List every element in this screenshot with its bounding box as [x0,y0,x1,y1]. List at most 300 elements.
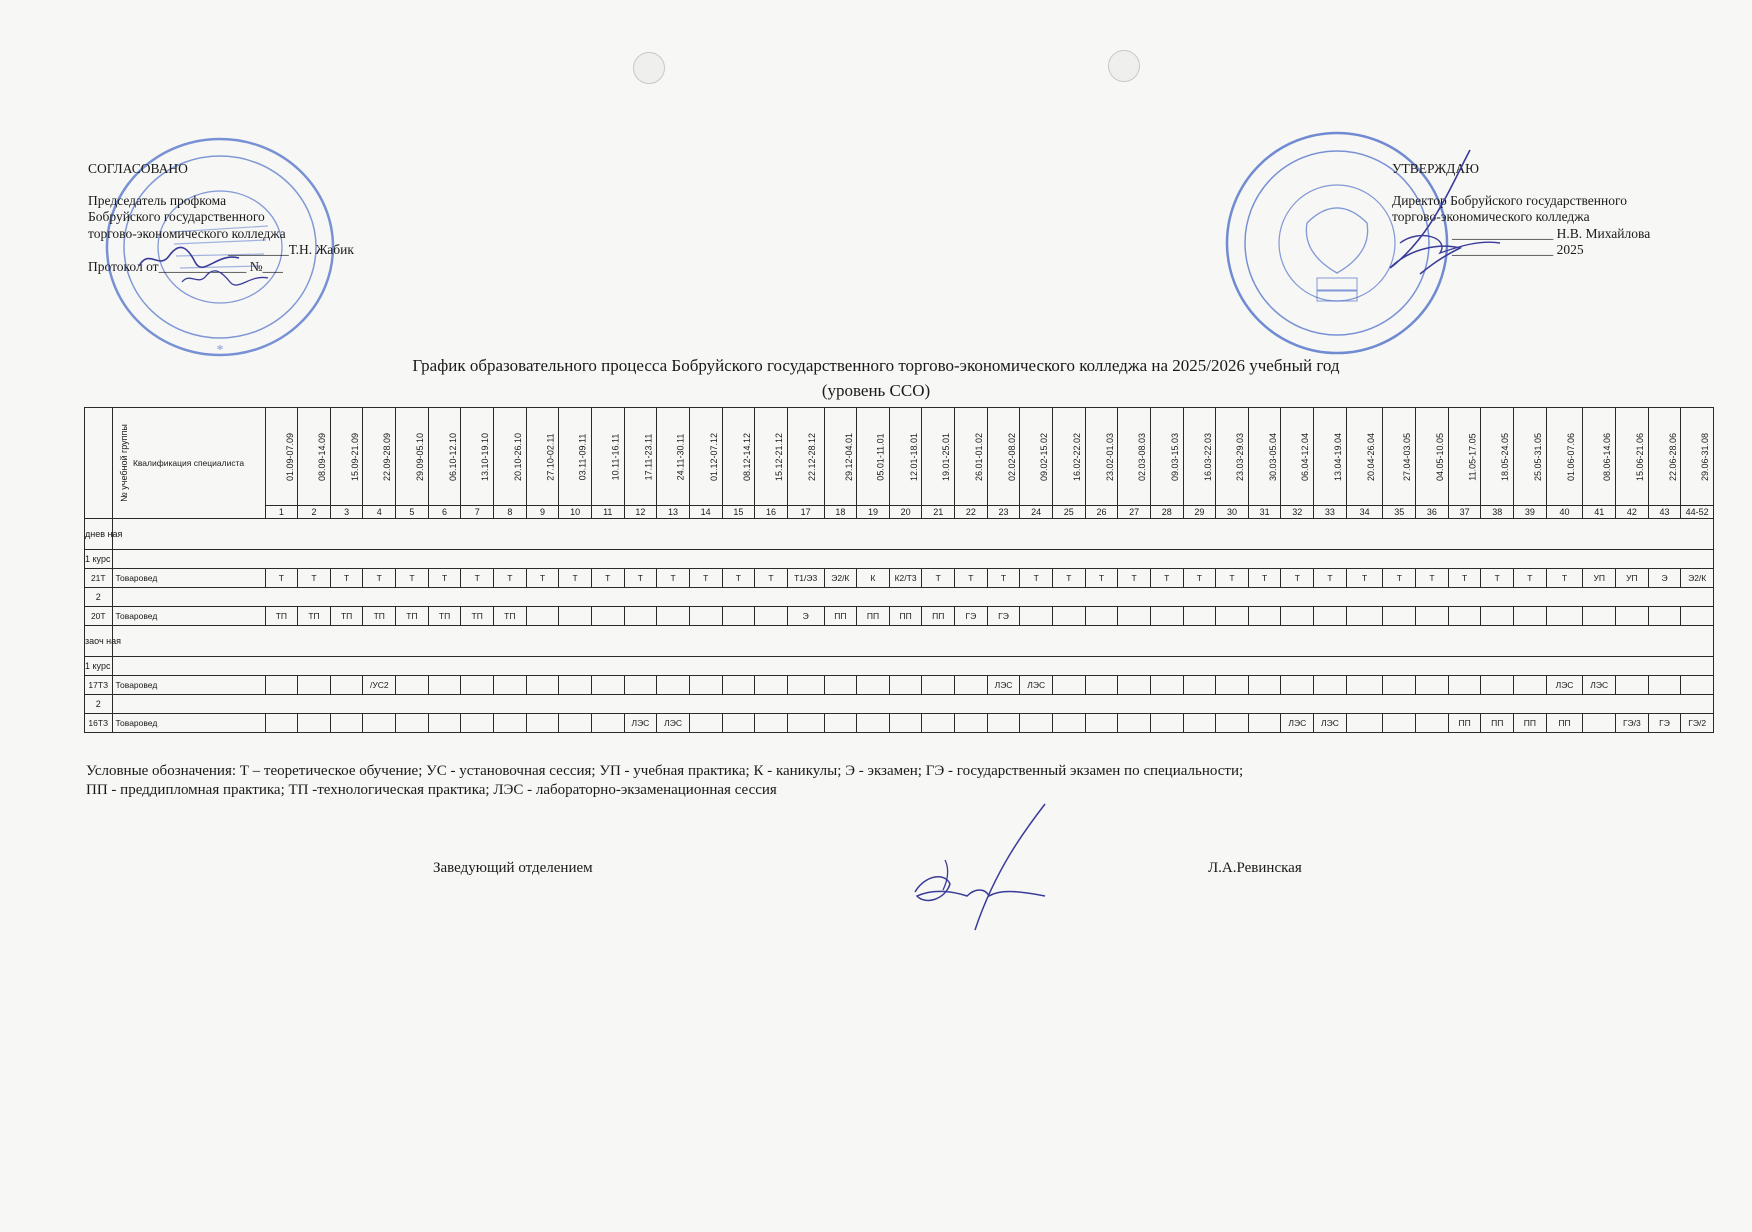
table-row [85,607,1714,626]
week-header [396,408,429,506]
qualification-cell: Товаровед [112,569,265,588]
schedule-cell: ТП [494,607,527,626]
schedule-cell [1448,676,1481,695]
week-number: 21 [922,506,955,519]
week-number: 23 [987,506,1020,519]
week-number: 11 [591,506,624,519]
week-label: 15.09-21.09 [349,432,360,481]
schedule-cell [624,676,657,695]
week-label: 17.11-23.11 [642,433,653,480]
table-row [85,714,1714,733]
schedule-cell [1248,607,1281,626]
schedule-cell: ПП [1481,714,1514,733]
schedule-cell [1416,607,1449,626]
week-label: 19.01-25.01 [941,432,952,481]
schedule-cell [1020,714,1053,733]
schedule-cell: Э [787,607,824,626]
week-header [1448,408,1481,506]
week-label: 01.09-07.09 [284,432,295,481]
week-label: 22.09-28.09 [382,432,393,481]
week-label: 20.10-26.10 [513,432,524,481]
group-cell: 20Т [85,607,113,626]
week-number: 15 [722,506,755,519]
schedule-cell [755,714,788,733]
schedule-cell: /УС2 [363,676,396,695]
schedule-cell [889,714,922,733]
week-label: 08.06-14.06 [1602,432,1613,481]
schedule-cell [559,676,592,695]
schedule-cell: Т [722,569,755,588]
schedule-cell: Т [1183,569,1216,588]
week-header [624,408,657,506]
schedule-cell [1248,676,1281,695]
section-label: 1 курс [85,550,113,569]
schedule-cell [1118,714,1151,733]
schedule-cell [755,607,788,626]
week-number: 42 [1616,506,1649,519]
week-header [330,408,363,506]
schedule-cell [1150,676,1183,695]
week-header [722,408,755,506]
schedule-cell [722,676,755,695]
schedule-cell: ТП [396,607,429,626]
schedule-cell [1216,714,1249,733]
schedule-cell [1648,607,1681,626]
schedule-cell [1681,607,1714,626]
schedule-cell: Т [330,569,363,588]
schedule-cell [755,676,788,695]
section-row [85,550,1714,569]
week-header [494,408,527,506]
schedule-cell: ПП [1514,714,1547,733]
schedule-cell [526,714,559,733]
table-row [85,676,1714,695]
week-number: 8 [494,506,527,519]
schedule-cell [1681,676,1714,695]
schedule-cell [955,676,988,695]
week-label: 23.02-01.03 [1104,432,1115,481]
week-number: 16 [755,506,788,519]
week-label: 09.03-15.03 [1169,432,1180,481]
schedule-cell [298,676,331,695]
schedule-cell [1118,607,1151,626]
week-label: 06.04-12.04 [1300,432,1311,481]
week-label: 27.04-03.05 [1402,432,1413,481]
week-number: 3 [330,506,363,519]
schedule-cell [922,676,955,695]
section-label: днев ная [85,519,113,550]
schedule-cell [624,607,657,626]
week-label: 15.12-21.12 [774,432,785,481]
week-header [689,408,722,506]
section-spacer [112,588,1713,607]
punch-hole-right [1108,50,1140,82]
schedule-cell [1583,607,1616,626]
schedule-cell: Т [1118,569,1151,588]
week-number: 2 [298,506,331,519]
schedule-cell [559,714,592,733]
week-number: 25 [1052,506,1085,519]
week-number: 43 [1648,506,1681,519]
schedule-cell [591,714,624,733]
week-label: 20.04-26.04 [1365,432,1376,481]
schedule-cell [461,676,494,695]
schedule-cell [922,714,955,733]
schedule-cell [428,714,461,733]
schedule-cell: Т [689,569,722,588]
section-label: заоч ная [85,626,113,657]
section-row [85,626,1714,657]
week-header [987,408,1020,506]
week-label: 18.05-24.05 [1500,432,1511,481]
schedule-cell [1416,714,1449,733]
week-label: 03.11-09.11 [577,433,588,480]
schedule-cell: ЛЭС [987,676,1020,695]
legend [86,762,1243,800]
schedule-cell [1648,676,1681,695]
schedule-cell [824,676,857,695]
schedule-cell [1481,607,1514,626]
schedule-cell [1616,676,1649,695]
week-number: 31 [1248,506,1281,519]
schedule-cell: Т [1052,569,1085,588]
schedule-cell [722,714,755,733]
schedule-cell: Т [428,569,461,588]
week-header [559,408,592,506]
week-number: 27 [1118,506,1151,519]
week-label: 30.03-05.04 [1267,432,1278,481]
section-spacer [112,695,1713,714]
week-number: 26 [1085,506,1118,519]
schedule-cell: Т1/Э3 [787,569,824,588]
week-number: 20 [889,506,922,519]
schedule-cell [330,714,363,733]
week-header [1183,408,1216,506]
schedule-cell: Э [1648,569,1681,588]
schedule-cell: Т [461,569,494,588]
section-row [85,695,1714,714]
qualification-cell: Товаровед [112,676,265,695]
week-header [1616,408,1649,506]
approval-left-line: Председатель профкома [88,192,227,208]
schedule-cell [1314,607,1347,626]
schedule-cell: УП [1583,569,1616,588]
week-number: 13 [657,506,690,519]
week-header [298,408,331,506]
schedule-cell [559,607,592,626]
schedule-cell [265,676,298,695]
col-qual-label: Квалификация специалиста [132,458,245,468]
week-header [857,408,890,506]
week-number: 29 [1183,506,1216,519]
week-header [265,408,298,506]
section-label: 1 курс [85,657,113,676]
schedule-cell [526,607,559,626]
schedule-cell: ТП [265,607,298,626]
schedule-cell: Т [1281,569,1314,588]
schedule-cell: Т [1346,569,1383,588]
approval-left-line: Бобруйского государственного [88,209,265,224]
schedule-cell: ЛЭС [624,714,657,733]
approval-right-year: 2025 [1556,242,1584,257]
legend-line: Условные обозначения: Т – теоретическое обучение; УС - установочная сессия; УП - учебная практика; К - каникулы; Э - экзамен; ГЭ - государственный экзамен по специальности; [86,763,1244,779]
schedule-cell [1346,607,1383,626]
week-label: 16.02-22.02 [1072,432,1083,481]
week-header [428,408,461,506]
week-number: 12 [624,506,657,519]
schedule-cell [330,676,363,695]
schedule-cell [1281,676,1314,695]
schedule-cell [1020,607,1053,626]
page-title: График образовательного процесса Бобруйского государственного торгово-экономического колледжа на 2025/2026 учебный год [412,356,1340,375]
schedule-cell [298,714,331,733]
schedule-cell [1150,607,1183,626]
week-label: 24.11-30.11 [675,433,686,480]
week-label: 01.12-07.12 [708,432,719,481]
schedule-cell: Т [591,569,624,588]
week-number: 22 [955,506,988,519]
schedule-cell: ПП [1546,714,1583,733]
approval-left-line: торгово-экономического колледжа [88,225,286,241]
week-number: 10 [559,506,592,519]
week-header [1281,408,1314,506]
week-number: 24 [1020,506,1053,519]
schedule-cell: Т [1383,569,1416,588]
week-number: 1 [265,506,298,519]
schedule-cell: Т [265,569,298,588]
schedule-cell: ПП [824,607,857,626]
header-row [85,408,1714,506]
approval-left-heading: СОГЛАСОВАНО [88,161,188,176]
schedule-cell [657,676,690,695]
schedule-cell: УП [1616,569,1649,588]
week-header [1314,408,1347,506]
schedule-cell: ЛЭС [1281,714,1314,733]
week-number: 7 [461,506,494,519]
week-header [1583,408,1616,506]
schedule-cell [396,714,429,733]
schedule-cell: ПП [922,607,955,626]
section-spacer [112,550,1713,569]
schedule-cell [722,607,755,626]
week-number: 36 [1416,506,1449,519]
schedule-cell: ПП [889,607,922,626]
week-label: 15.06-21.06 [1635,432,1646,481]
schedule-cell [1346,676,1383,695]
schedule-cell [1183,607,1216,626]
schedule-cell: ЛЭС [657,714,690,733]
schedule-cell [1383,607,1416,626]
week-header [1481,408,1514,506]
schedule-cell: Т [1150,569,1183,588]
schedule-cell [689,607,722,626]
week-header [1514,408,1547,506]
week-header [1648,408,1681,506]
schedule-cell: ГЭ/3 [1616,714,1649,733]
section-spacer [112,626,1713,657]
week-number: 32 [1281,506,1314,519]
week-number: 40 [1546,506,1583,519]
week-header [461,408,494,506]
schedule-cell [1448,607,1481,626]
approval-left-protocol: Протокол от [88,258,159,274]
schedule-cell [1248,714,1281,733]
schedule-table [84,407,1714,733]
footer-position: Заведующий отделением [433,860,593,876]
col-group-header [85,408,129,519]
schedule-cell [689,676,722,695]
schedule-cell: Т [755,569,788,588]
section-row [85,588,1714,607]
week-number: 9 [526,506,559,519]
week-header [755,408,788,506]
schedule-cell: ГЭ [987,607,1020,626]
week-header [526,408,559,506]
schedule-cell [1216,676,1249,695]
col-group-label: № учебной группы [118,424,129,502]
schedule-cell [1616,607,1649,626]
schedule-cell [955,714,988,733]
approval-right-signatory: Н.В. Михайлова [1556,225,1651,241]
schedule-cell: Т [396,569,429,588]
schedule-cell [1150,714,1183,733]
schedule-cell [494,676,527,695]
week-header [1383,408,1416,506]
schedule-cell [987,714,1020,733]
week-label: 08.09-14.09 [317,432,328,481]
week-label: 16.03-22.03 [1202,432,1213,481]
week-number: 30 [1216,506,1249,519]
week-number: 4 [363,506,396,519]
schedule-cell [1085,714,1118,733]
week-header [922,408,955,506]
schedule-cell: Т [1546,569,1583,588]
week-header [1216,408,1249,506]
week-label: 02.03-08.03 [1137,432,1148,481]
schedule-cell [1546,607,1583,626]
schedule-cell: ГЭ [955,607,988,626]
schedule-cell: ПП [1448,714,1481,733]
punch-hole-left [633,52,665,84]
schedule-cell [461,714,494,733]
schedule-cell: Т [1085,569,1118,588]
schedule-cell [1514,676,1547,695]
schedule-cell [1085,676,1118,695]
schedule-cell [857,676,890,695]
schedule-cell: Т [494,569,527,588]
section-label: 2 [85,588,113,607]
section-row [85,519,1714,550]
week-header [889,408,922,506]
schedule-cell: Т [1314,569,1347,588]
week-header [1546,408,1583,506]
week-header [1416,408,1449,506]
section-row [85,657,1714,676]
section-spacer [112,519,1713,550]
week-header [1248,408,1281,506]
schedule-cell [1314,676,1347,695]
schedule-cell: Т [922,569,955,588]
week-number: 19 [857,506,890,519]
week-header [787,408,824,506]
schedule-cell: Т [298,569,331,588]
schedule-cell: К [857,569,890,588]
schedule-cell [265,714,298,733]
schedule-cell [1481,676,1514,695]
week-header [1052,408,1085,506]
schedule-cell: ТП [461,607,494,626]
week-number: 38 [1481,506,1514,519]
week-number: 6 [428,506,461,519]
week-header [657,408,690,506]
approval-right-heading: УТВЕРЖДАЮ [1392,161,1480,176]
schedule-cell [396,676,429,695]
schedule-cell [889,676,922,695]
schedule-cell: ЛЭС [1546,676,1583,695]
week-number: 39 [1514,506,1547,519]
week-label: 26.01-01.02 [974,432,985,481]
week-label: 04.05-10.05 [1435,432,1446,481]
week-label: 29.06-31.08 [1700,432,1711,481]
week-number: 5 [396,506,429,519]
schedule-cell [1118,676,1151,695]
schedule-cell: ПП [857,607,890,626]
director-signature [1370,148,1520,288]
week-header [824,408,857,506]
week-label: 27.10-02.11 [545,432,556,481]
group-cell: 16ТЗ [85,714,113,733]
week-number: 17 [787,506,824,519]
schedule-cell: Э2/К [824,569,857,588]
schedule-cell [591,607,624,626]
schedule-cell [787,714,824,733]
schedule-cell [1583,714,1616,733]
legend-line: ПП - преддипломная практика; ТП -технологическая практика; ЛЭС - лабораторно-экзаменационная сессия [86,782,777,798]
schedule-cell: ТП [363,607,396,626]
approval-right: УТВЕРЖДАЮ Директор Бобруйского государственного торгово-экономического колледжа _______________ Н.В. Михайлова _______________ 2025 [1392,161,1651,257]
approval-right-line: торгово-экономического колледжа [1392,209,1590,224]
week-label: 06.10-12.10 [447,432,458,481]
week-label: 22.12-28.12 [806,432,817,481]
schedule-cell: ТП [298,607,331,626]
schedule-cell [1514,607,1547,626]
week-header [1150,408,1183,506]
week-number: 33 [1314,506,1347,519]
schedule-cell [1281,607,1314,626]
schedule-cell: Т [559,569,592,588]
schedule-cell: Т [1248,569,1281,588]
schedule-cell [1216,607,1249,626]
schedule-cell [591,676,624,695]
week-header [1118,408,1151,506]
schedule-cell: ТП [428,607,461,626]
week-number: 35 [1383,506,1416,519]
week-label: 22.06-28.06 [1667,432,1678,481]
schedule-cell: Т [1020,569,1053,588]
week-header [955,408,988,506]
week-label: 09.02-15.02 [1039,432,1050,481]
schedule-cell [363,714,396,733]
approval-left: СОГЛАСОВАНО Председатель профкома Бобруйского государственного торгово-экономического колледжа _________Т.Н. Жабик Протокол от_____________ №___ [88,161,354,274]
week-label: 11.05-17.05 [1467,432,1478,481]
schedule-cell: ЛЭС [1583,676,1616,695]
schedule-cell: К2/Т3 [889,569,922,588]
schedule-cell: ГЭ/2 [1681,714,1714,733]
section-label: 2 [85,695,113,714]
week-number: 44-52 [1681,506,1714,519]
schedule-cell [1183,714,1216,733]
week-number: 14 [689,506,722,519]
